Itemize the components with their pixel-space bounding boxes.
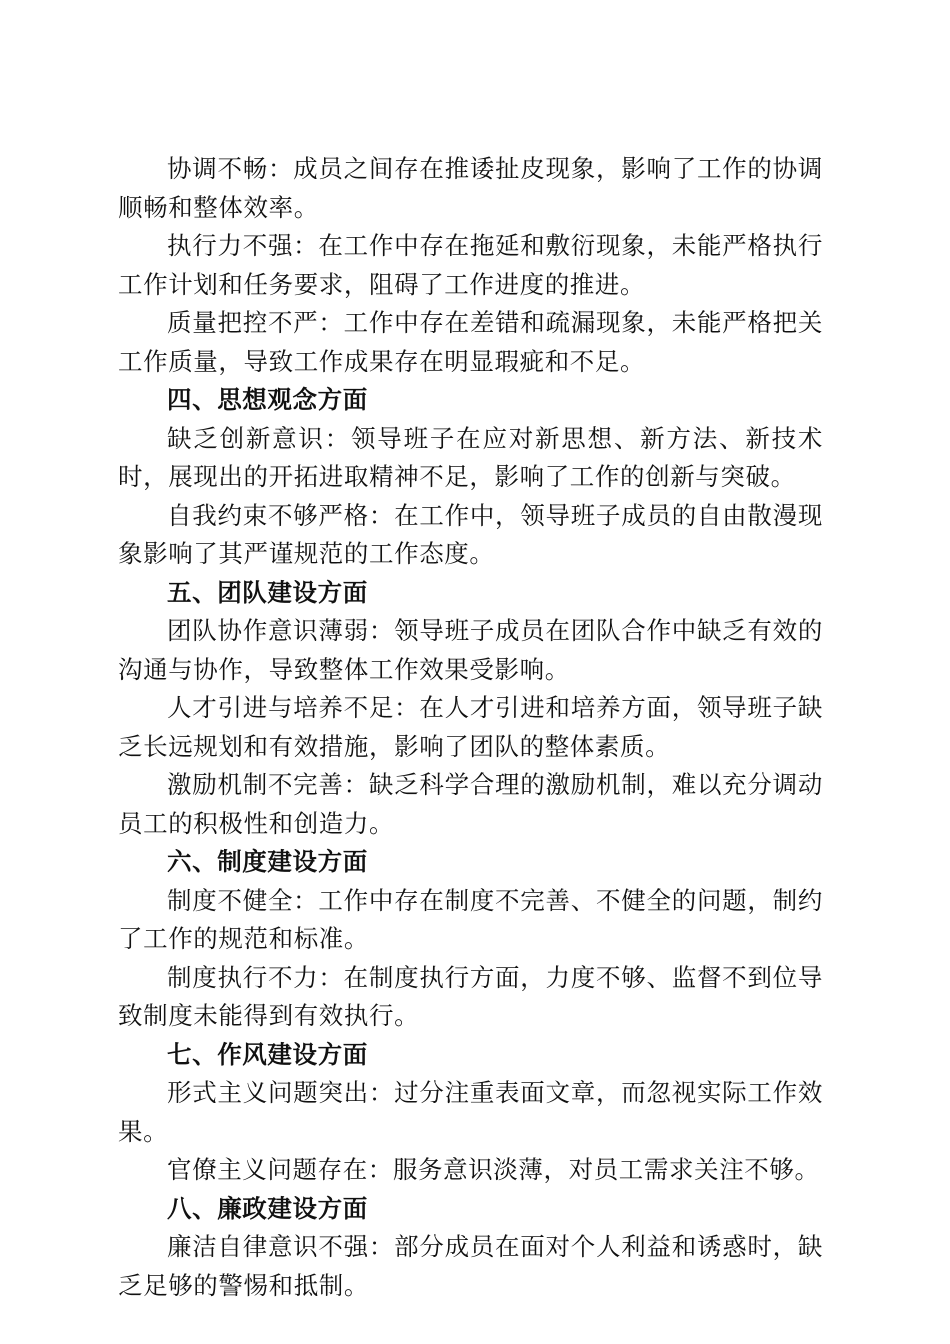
- paragraph-bureaucracy: 官僚主义问题存在：服务意识淡薄，对员工需求关注不够。: [167, 1155, 820, 1184]
- paragraph-execution: 执行力不强：在工作中存在拖延和敷衍现象，未能严格执行工作计划和任务要求，阻碍了工作进度的推进。: [118, 231, 823, 299]
- paragraph-formalism: 形式主义问题突出：过分注重表面文章，而忽视实际工作效果。: [118, 1078, 823, 1146]
- paragraph-integrity: 廉洁自律意识不强：部分成员在面对个人利益和诱惑时，缺乏足够的警惕和抵制。: [118, 1232, 823, 1300]
- section-heading-integrity: 八、廉政建设方面: [167, 1193, 368, 1223]
- paragraph-innovation: 缺乏创新意识：领导班子在应对新思想、新方法、新技术时，展现出的开拓进取精神不足，影响了工作的创新与突破。: [118, 423, 823, 491]
- paragraph-coordination: 协调不畅：成员之间存在推诿扯皮现象，影响了工作的协调顺畅和整体效率。: [118, 154, 823, 222]
- section-heading-ideology: 四、思想观念方面: [167, 385, 368, 414]
- section-heading-team: 五、团队建设方面: [167, 577, 368, 607]
- paragraph-incomplete-rules: 制度不健全：工作中存在制度不完善、不健全的问题，制约了工作的规范和标准。: [118, 885, 823, 953]
- section-heading-institution: 六、制度建设方面: [167, 847, 368, 876]
- section-heading-work-style: 七、作风建设方面: [167, 1039, 368, 1069]
- paragraph-teamwork: 团队协作意识薄弱：领导班子成员在团队合作中缺乏有效的沟通与协作，导致整体工作效果受影响。: [118, 616, 823, 684]
- paragraph-incentive: 激励机制不完善：缺乏科学合理的激励机制，难以充分调动员工的积极性和创造力。: [118, 770, 823, 838]
- paragraph-quality-control: 质量把控不严：工作中存在差错和疏漏现象，未能严格把关工作质量，导致工作成果存在明显瑕疵和不足。: [118, 308, 823, 376]
- paragraph-talent: 人才引进与培养不足：在人才引进和培养方面，领导班子缺乏长远规划和有效措施，影响了团队的整体素质。: [118, 693, 823, 761]
- paragraph-self-discipline: 自我约束不够严格：在工作中，领导班子成员的自由散漫现象影响了其严谨规范的工作态度。: [118, 500, 823, 568]
- document-page: [118, 150, 823, 1305]
- paragraph-rule-enforcement: 制度执行不力：在制度执行方面，力度不够、监督不到位导致制度未能得到有效执行。: [118, 962, 823, 1030]
